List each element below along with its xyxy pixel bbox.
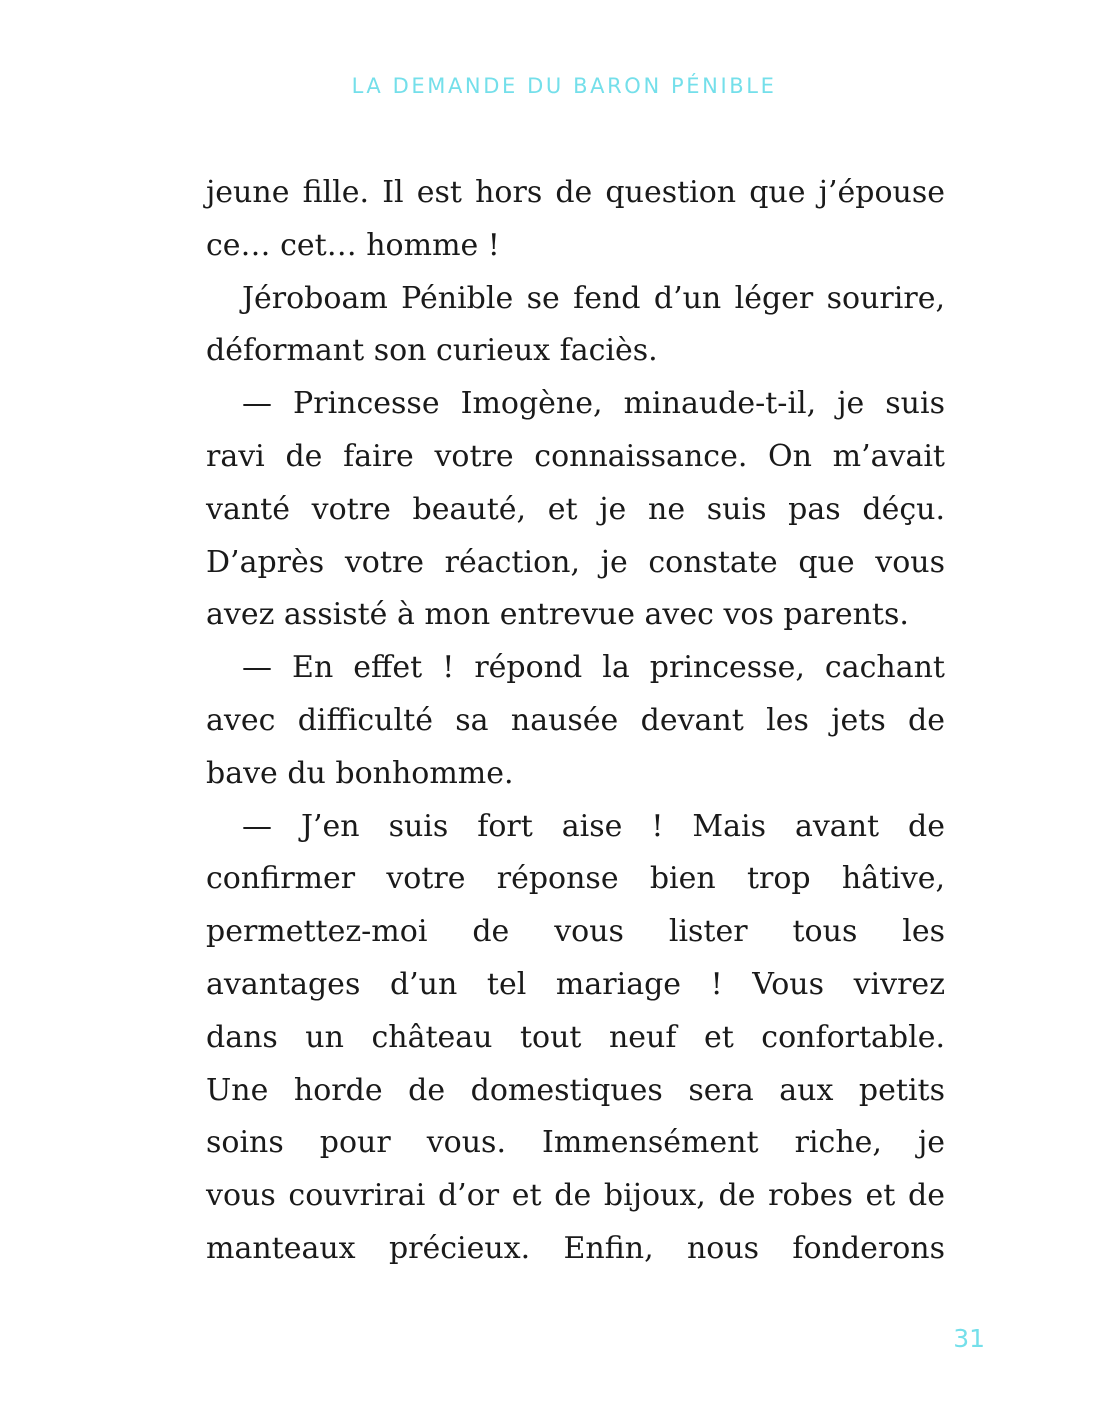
text-line: dans un château tout neuf et confortable. bbox=[206, 1019, 945, 1055]
text-line: Une horde de domestiques sera aux petits bbox=[206, 1072, 945, 1108]
text-line: vanté votre beauté, et je ne suis pas déçu. bbox=[206, 491, 945, 527]
text-line: permettez-moi de vous lister tous les bbox=[206, 914, 945, 950]
text-line: avantages d’un tel mariage ! Vous vivrez bbox=[206, 966, 945, 1002]
text-line: ravi de faire votre connaissance. On m’avait bbox=[206, 438, 945, 474]
text-line: — En effet ! répond la princesse, cachant bbox=[242, 650, 945, 686]
text-line: Jéroboam Pénible se fend d’un léger sourire, bbox=[242, 280, 945, 316]
text-line: jeune fille. Il est hors de question que j’épouse bbox=[206, 175, 945, 210]
page-number: 31 bbox=[953, 1324, 985, 1353]
text-line: — Princesse Imogène, minaude-t-il, je suis bbox=[242, 386, 945, 422]
text-line: avec difficulté sa nausée devant les jets de bbox=[206, 702, 945, 738]
text-line: déformant son curieux faciès. bbox=[206, 333, 658, 369]
text-line: confirmer votre réponse bien trop hâtive, bbox=[206, 861, 945, 897]
running-header: LA DEMANDE DU BARON PÉNIBLE bbox=[351, 74, 777, 98]
text-line: ce… cet… homme ! bbox=[206, 227, 500, 263]
body-text bbox=[206, 167, 945, 1276]
text-line: vous couvrirai d’or et de bijoux, de robes et de bbox=[206, 1178, 945, 1214]
text-line: — J’en suis fort aise ! Mais avant de bbox=[242, 808, 945, 844]
text-line: D’après votre réaction, je constate que vous bbox=[206, 544, 945, 580]
text-line: manteaux précieux. Enfin, nous fonderons bbox=[206, 1230, 945, 1266]
text-line: avez assisté à mon entrevue avec vos parents. bbox=[206, 597, 909, 633]
text-line: bave du bonhomme. bbox=[206, 755, 514, 791]
text-line: soins pour vous. Immensément riche, je bbox=[206, 1125, 945, 1161]
